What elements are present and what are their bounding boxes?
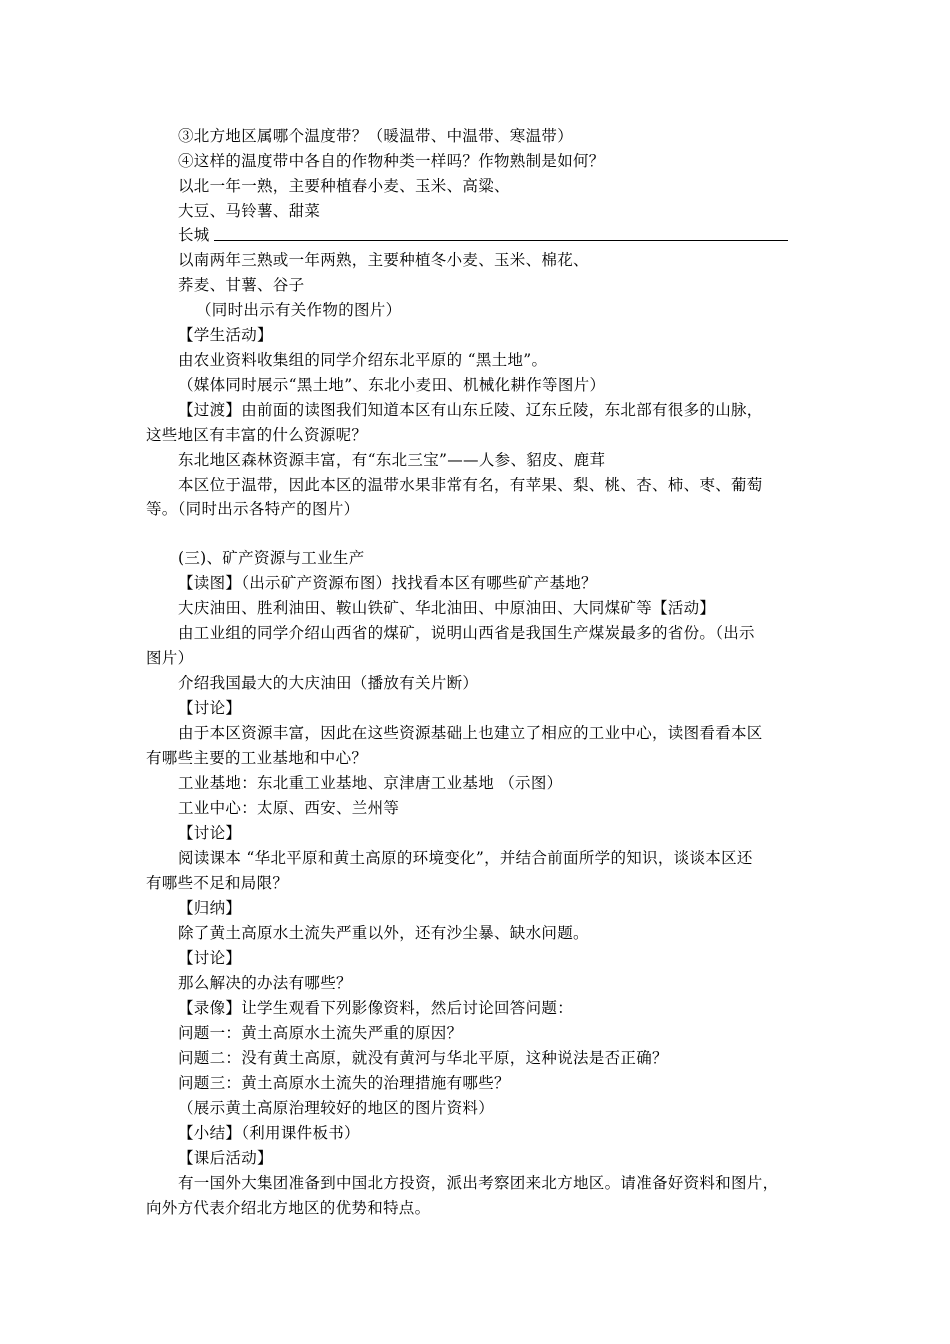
mineral-bases-line: 大庆油田、胜利油田、鞍山铁矿、华北油田、中原油田、大同煤矿等【活动】 [178, 599, 716, 617]
discussion-heading-3: 【讨论】 [178, 949, 242, 967]
discussion-heading-1: 【讨论】 [178, 699, 242, 717]
transition-paragraph: 【过渡】由前面的读图我们知道本区有山东丘陵、辽东丘陵，东北部有很多的山脉， [178, 401, 763, 419]
shanxi-coal-paragraph: 由工业组的同学介绍山西省的煤矿，说明山西省是我国生产煤炭最多的省份。（出示 [178, 624, 755, 642]
industry-paragraph-cont: 有哪些主要的工业基地和中心？ [146, 749, 368, 767]
shanxi-coal-paragraph-cont: 图片） [146, 649, 194, 667]
section-3-heading: (三)、矿产资源与工业生产 [178, 549, 365, 567]
reading-paragraph-cont: 有哪些不足和局限？ [146, 874, 289, 892]
media-display-note: （媒体同时展示“黑土地”、东北小麦田、机械化耕作等图片） [178, 376, 606, 394]
conclusion-heading: 【小结】（利用课件板书） [178, 1124, 360, 1142]
daqing-oilfield-line: 介绍我国最大的大庆油田（播放有关片断） [178, 674, 479, 692]
question-4-line: ④这样的温度带中各自的作物种类一样吗？作物熟制是如何？ [178, 152, 605, 170]
forest-resources-line: 东北地区森林资源丰富，有“东北三宝”——人参、貂皮、鹿茸 [178, 451, 606, 469]
after-class-heading: 【课后活动】 [178, 1149, 273, 1167]
summary-heading: 【归纳】 [178, 899, 242, 917]
industrial-centers-line: 工业中心：太原、西安、兰州等 [178, 799, 400, 817]
north-crops-line: 以北一年一熟，主要种植春小麦、玉米、高粱、 [178, 177, 510, 195]
reading-paragraph: 阅读课本 “华北平原和黄土高原的环境变化”，并结合前面所学的知识，谈谈本区还 [178, 849, 753, 867]
great-wall-divider [214, 240, 788, 241]
crop-images-note: （同时出示有关作物的图片） [196, 301, 402, 319]
fruit-paragraph-cont: 等。（同时出示各特产的图片） [146, 500, 360, 518]
transition-paragraph-cont: 这些地区有丰富的什么资源呢？ [146, 426, 368, 444]
south-crops-line-2: 荞麦、甘薯、谷子 [178, 276, 305, 294]
great-wall-label: 长城 [178, 226, 210, 244]
display-note: （展示黄土高原治理较好的地区的图片资料） [178, 1099, 495, 1117]
south-crops-line: 以南两年三熟或一年两熟，主要种植冬小麦、玉米、棉花、 [178, 251, 589, 269]
video-heading-line: 【录像】让学生观看下列影像资料，然后讨论回答问题： [178, 999, 574, 1017]
problems-line: 除了黄土高原水土流失严重以外，还有沙尘暴、缺水问题。 [178, 924, 589, 942]
black-soil-intro: 由农业资料收集组的同学介绍东北平原的 “黑土地”。 [178, 351, 548, 369]
discussion-heading-2: 【讨论】 [178, 824, 242, 842]
student-activity-heading: 【学生活动】 [178, 326, 273, 344]
north-crops-line-2: 大豆、马铃薯、甜菜 [178, 202, 321, 220]
industry-paragraph: 由于本区资源丰富，因此在这些资源基础上也建立了相应的工业中心，读图看看本区 [178, 724, 763, 742]
read-map-line: 【读图】（出示矿产资源布图）找找看本区有哪些矿产基地？ [178, 574, 597, 592]
question-two: 问题二：没有黄土高原，就没有黄河与华北平原，这种说法是否正确？ [178, 1049, 668, 1067]
solutions-question: 那么解决的办法有哪些？ [178, 974, 352, 992]
after-class-paragraph-cont: 向外方代表介绍北方地区的优势和特点。 [146, 1199, 431, 1217]
fruit-paragraph: 本区位于温带，因此本区的温带水果非常有名，有苹果、梨、桃、杏、柿、枣、葡萄 [178, 476, 763, 494]
question-one: 问题一：黄土高原水土流失严重的原因？ [178, 1024, 463, 1042]
after-class-paragraph: 有一国外大集团准备到中国北方投资，派出考察团来北方地区。请准备好资料和图片， [178, 1174, 779, 1192]
question-three: 问题三：黄土高原水土流失的治理措施有哪些？ [178, 1074, 510, 1092]
industrial-bases-line: 工业基地：东北重工业基地、京津唐工业基地 （示图） [178, 774, 563, 792]
question-3-line: ③北方地区属哪个温度带？（暖温带、中温带、寒温带） [178, 127, 574, 145]
